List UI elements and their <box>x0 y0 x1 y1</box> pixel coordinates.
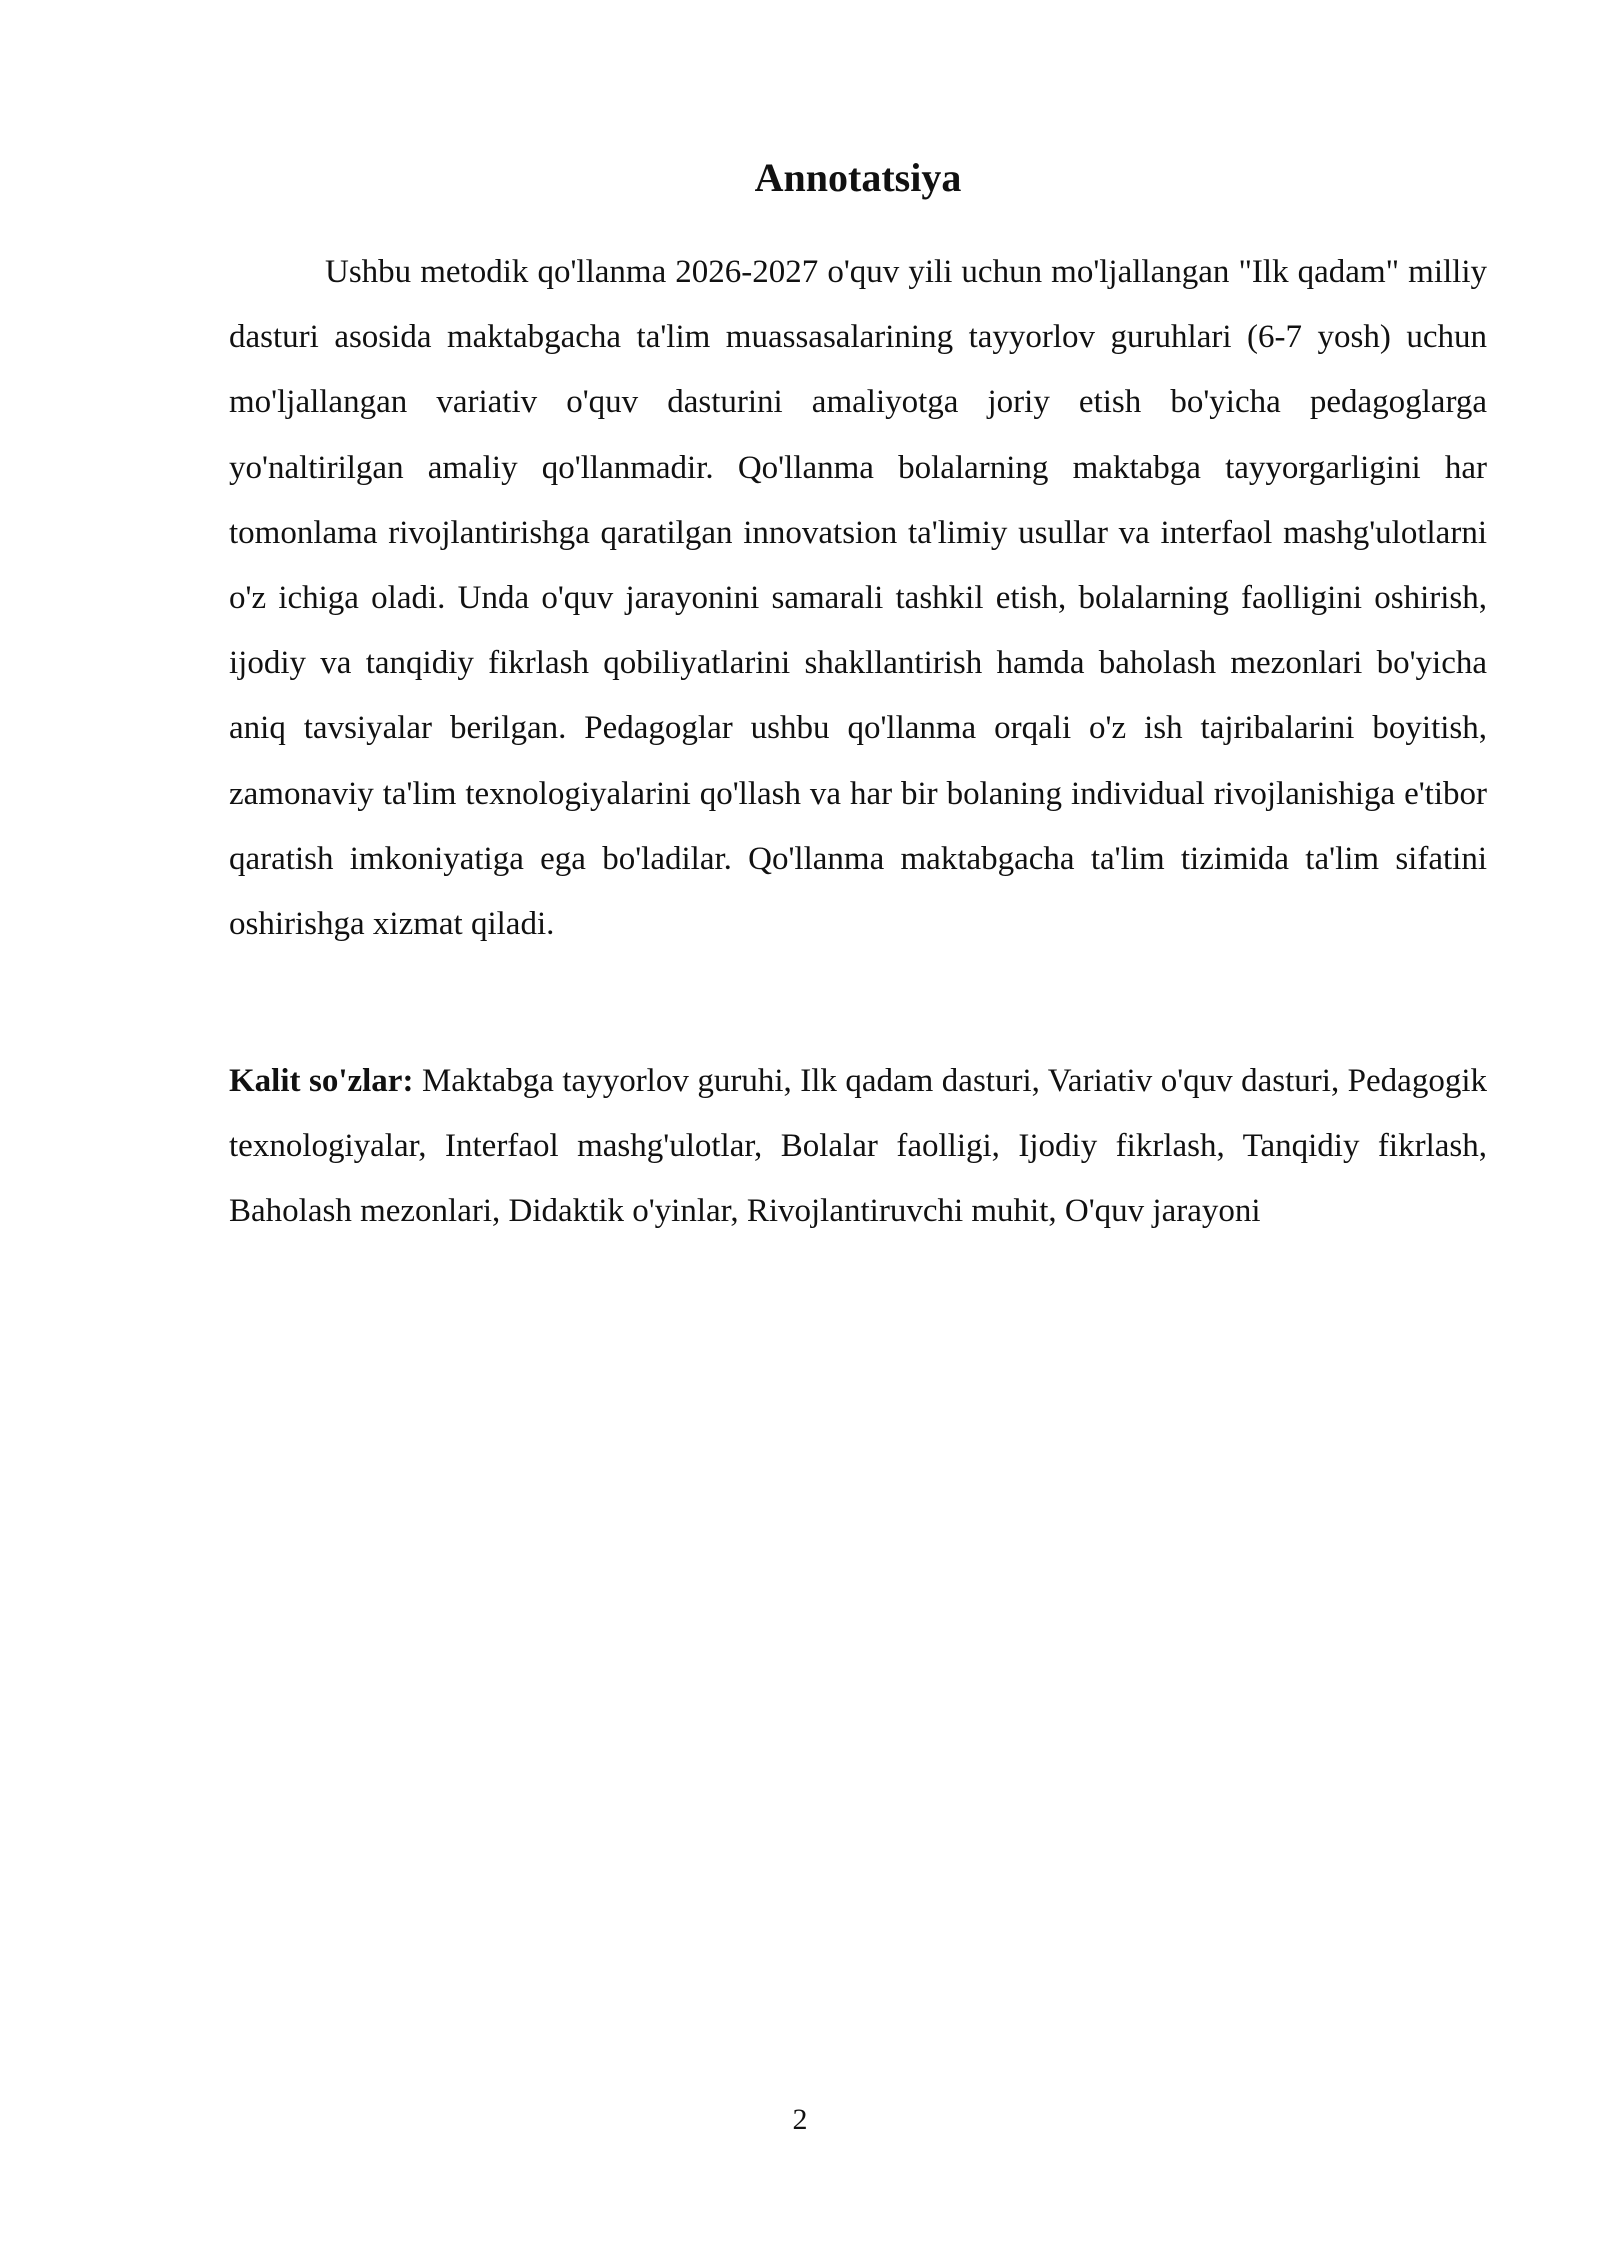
keywords-paragraph <box>229 1049 1487 1245</box>
page-number: 2 <box>792 2103 808 2136</box>
abstract-paragraph: Ushbu metodik qo'llanma 2026-2027 o'quv yili uchun mo'ljallangan "Ilk qadam" milliy dasturi asosida maktabgacha ta'lim muassasalarining tayyorlov guruhlari (6-7 yosh) uchun mo'ljallangan variativ o'quv dasturini amaliyotga joriy etish bo'yicha pedagoglarga yo'naltirilgan amaliy qo'llanmadir. Qo'llanma bolalarning maktabga tayyorgarligini har tomonlama rivojlantirishga qaratilgan innovatsion ta'limiy usullar va interfaol mashg'ulotlarni o'z ichiga oladi. Unda o'quv jarayonini samarali tashkil etish, bolalarning faolligini oshirish, ijodiy va tanqidiy fikrlash qobiliyatlarini shakllantirish hamda baholash mezonlari bo'yicha aniq tavsiyalar berilgan. Pedagoglar ushbu qo'llanma orqali o'z ish tajribalarini boyitish, zamonaviy ta'lim texnologiyalarini qo'llash va har bir bolaning individual rivojlanishiga e'tibor qaratish imkoniyatiga ega bo'ladilar. Qo'llanma maktabgacha ta'lim tizimida ta'lim sifatini oshirishga xizmat qiladi. <box>229 254 1487 943</box>
page-title: Annotatsiya <box>754 155 962 200</box>
keywords-list: Maktabga tayyorlov guruhi, Ilk qadam dasturi, Variativ o'quv dasturi, Pedagogik texnologiyalar, Interfaol mashg'ulotlar, Bolalar faolligi, Ijodiy fikrlash, Tanqidiy fikrlash, Baholash mezonlari, Didaktik o'yinlar, Rivojlantiruvchi muhit, O'quv jarayoni <box>229 1063 1487 1230</box>
keywords-label: Kalit so'zlar: <box>229 1063 414 1099</box>
